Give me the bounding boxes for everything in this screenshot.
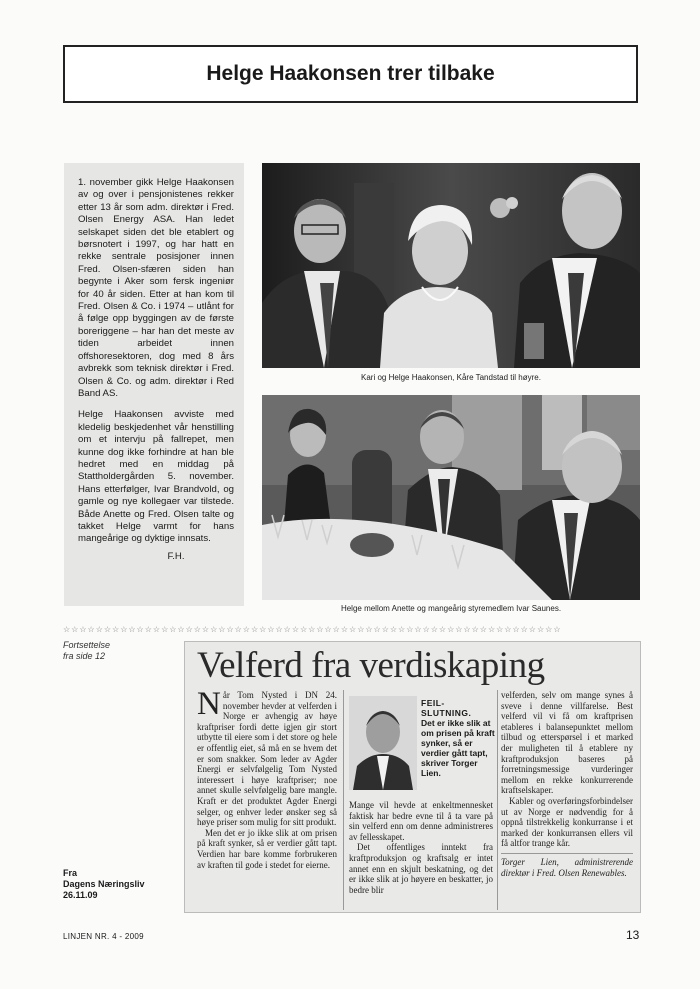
- photo-caption: Kari og Helge Haakonsen, Kåre Tandstad til høyre.: [361, 373, 541, 382]
- pull-quote-kicker: FEIL-SLUTNING.: [421, 698, 472, 718]
- page-number: 13: [626, 928, 640, 942]
- clipping-headline: Velferd fra verdiskaping: [197, 645, 545, 686]
- continuation-line: fra side 12: [63, 651, 106, 661]
- continuation-line: Fortsettelse: [63, 640, 111, 650]
- column-rule: [497, 690, 498, 910]
- star-divider: ☆☆☆☆☆☆☆☆☆☆☆☆☆☆☆☆☆☆☆☆☆☆☆☆☆☆☆☆☆☆☆☆☆☆☆☆☆☆☆☆☆☆☆☆☆☆☆☆☆☆☆☆☆☆☆☆☆☆☆☆☆: [63, 625, 562, 634]
- newspaper-clipping: [184, 641, 641, 913]
- clipping-paragraph: Det offentliges inntekt fra kraftproduksjon og kraftsalg er intet annet enn en skjult beskatning, og det er ikke slik at jo høyere en beskatter, jo bedre blir: [349, 842, 493, 895]
- source-line: 26.11.09: [63, 890, 98, 900]
- footer-publication: LINJEN NR. 4 - 2009: [63, 932, 144, 941]
- article-paragraph: 1. november gikk Helge Haakonsen av og over i pensjonistenes rekker etter 13 år som adm. direktør i Fred. Olsen Energy ASA. Han ledet selskapet siden det ble etablert og børsnotert i 1997, og har hatt en rekke sentrale posisjoner innen Fred. Olsen-sfæren siden han begynte i Aker som fersk ingeniør for 40 år siden. Etter at han kom til Fred. Olsen & Co. i 1974 – utlånt for å følge opp byggingen av de første boreriggene – har han det meste av tiden arbeidet innen offshoresektoren, dog med 8 års avbrekk som teknisk direktør i Fred. Olsen & Co. og adm. direktør i Red Band AS.: [78, 177, 234, 399]
- clipping-column-1: [197, 686, 337, 870]
- clipping-paragraph: Kabler og overføringsforbindelser ut av Norge er nødvendig for å oppnå tilstrekkelig konkurranse i et marked der konkurransen ellers vil få altfor trange kår.: [501, 795, 633, 849]
- source-note: [63, 868, 145, 901]
- source-line: Dagens Næringsliv: [63, 879, 145, 889]
- pull-quote-text: Det er ikke slik at om prisen på kraft synker, så er verdier gått tapt, skriver Torger Lien.: [421, 718, 495, 778]
- author-signature: F.H.: [167, 550, 185, 562]
- clipping-column-2: [349, 800, 493, 895]
- clipping-paragraph: Men det er jo ikke slik at om prisen på kraft synker, så er verdier gått tapt. Verdien har bare komme forbrukeren av kraften til gode i stedet for eierne.: [197, 827, 337, 870]
- page-title: Helge Haakonsen trer tilbake: [206, 62, 495, 85]
- clipping-paragraph: Når Tom Nysted i DN 24. november hevder at velferden i Norge er avhengig av høye kraftpriser fordi dette igjen gir stort utbytte til eiere som i det store og hele er offentlig eiet, så må en se hvem det er som snakker. Som leder av Agder Energi er selvfølgelig Tom Nysted interessert i høye kraftpriser; noe annet skulle selvfølgelig bare mangle. Kraft er det produktet Agder Energi selger, og enhver leder ønsker seg så høye priser som mulig for sitt produkt.: [197, 686, 337, 828]
- photo-kari-helge-kare: [262, 163, 640, 368]
- article-paragraph: Helge Haakonsen avviste med kledelig beskjedenhet vår henstilling om et intervju på fallrepet, men kunne dog ikke forhindre at han ble hedret med en middag på Stattholdergården 5. november. Hans etterfølger, Ivar Brandvold, og gamle og nye kollegaer var tilstede. Både Anette og Fred. Olsen talte og takket Helge varmt for hans mangeårige og dyktige innsats.: [78, 409, 234, 545]
- clipping-paragraph: velferden, selv om mange synes å sveve i denne villfarelse. Best velferd vil vi få om kraftprisen etableres i balansepunktet mellom tilbud og etterspørsel i et marked der muligheten til å etablere ny kraftproduksjon baseres på forretningsmessige vurderinger mellom en rekke konkurrerende kraftselskaper.: [501, 690, 633, 796]
- pull-quote: [421, 698, 495, 778]
- article-sidebar: [64, 163, 244, 606]
- photo-caption: Helge mellom Anette og mangeårig styremedlem Ivar Saunes.: [340, 604, 562, 613]
- photo-dinner-table: [262, 395, 640, 600]
- author-byline: Torger Lien, administrerende direktør i Fred. Olsen Renewables.: [501, 853, 633, 878]
- author-portrait: [349, 696, 417, 790]
- drop-cap: N: [197, 686, 221, 722]
- continuation-note: [63, 640, 110, 662]
- clipping-paragraph: Mange vil hevde at enkeltmennesket faktisk har bedre evne til å ta vare på sin velferd enn om denne administreres av fellesskapet.: [349, 800, 493, 842]
- source-line: Fra: [63, 868, 78, 878]
- headline-box: [63, 45, 638, 103]
- clipping-column-3: [501, 690, 633, 878]
- column-rule: [343, 690, 344, 910]
